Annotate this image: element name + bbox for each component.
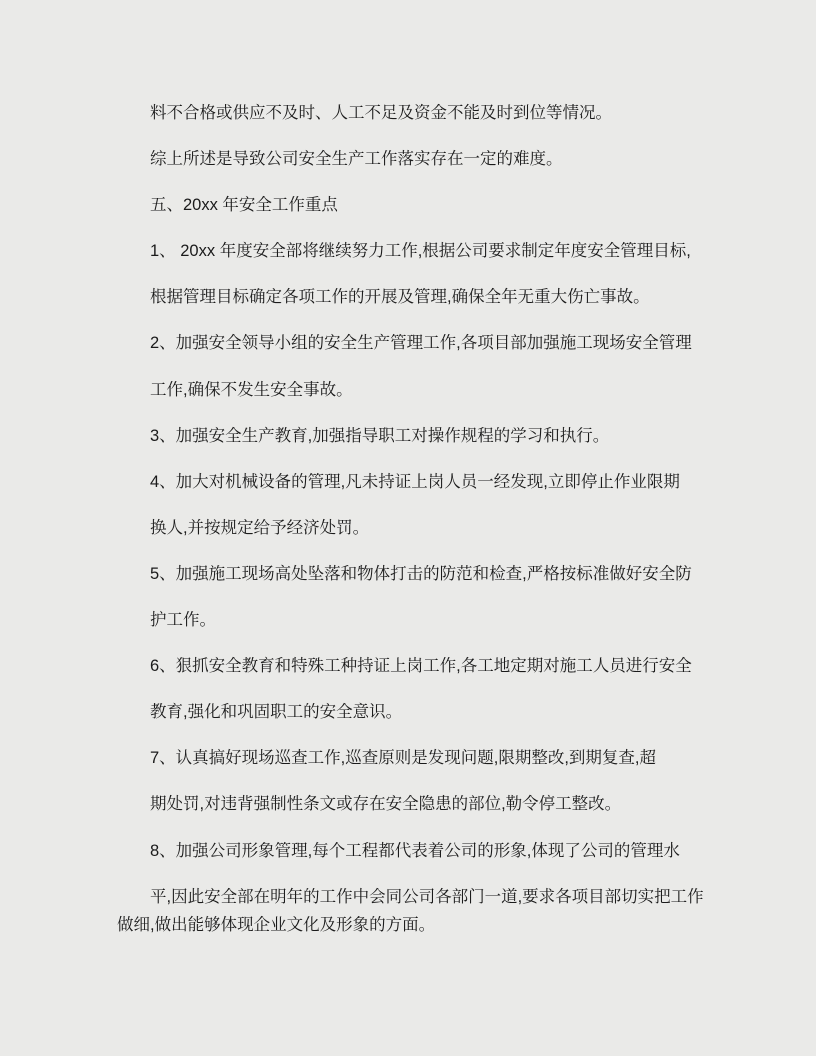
text-line: 工作,确保不发生安全事故。 xyxy=(150,380,353,399)
text-line: 2、加强安全领导小组的安全生产管理工作,各项目部加强施工现场安全管理 xyxy=(150,334,692,353)
text-line: 平,因此安全部在明年的工作中会同公司各部门一道,要求各项目部切实把工作 xyxy=(150,887,704,906)
text-line: 综上所述是导致公司安全生产工作落实存在一定的难度。 xyxy=(150,150,563,169)
text-line: 期处罚,对违背强制性条文或存在安全隐患的部位,勒令停工整改。 xyxy=(150,795,622,814)
text-line: 5、加强施工现场高处坠落和物体打击的防范和检查,严格按标准做好安全防 xyxy=(150,564,692,583)
text-line: 料不合格或供应不及时、人工不足及资金不能及时到位等情况。 xyxy=(150,104,612,122)
text-line: 8、加强公司形象管理,每个工程都代表着公司的形象,体现了公司的管理水 xyxy=(150,841,680,860)
document-text-block xyxy=(117,90,757,948)
section-heading: 五、20xx 年安全工作重点 xyxy=(150,196,338,215)
text-line: 根据管理目标确定各项工作的开展及管理,确保全年无重大伤亡事故。 xyxy=(150,288,650,307)
text-line: 教育,强化和巩固职工的安全意识。 xyxy=(150,703,403,722)
text-line: 3、加强安全生产教育,加强指导职工对操作规程的学习和执行。 xyxy=(150,426,610,445)
text-line: 换人,并按规定给予经济处罚。 xyxy=(150,518,370,537)
text-line: 7、认真搞好现场巡查工作,巡查原则是发现问题,限期整改,到期复查,超 xyxy=(150,749,657,768)
text-line: 1、 20xx 年度安全部将继续努力工作,根据公司要求制定年度安全管理目标, xyxy=(150,242,691,261)
text-line: 护工作。 xyxy=(150,611,216,630)
text-line: 4、加大对机械设备的管理,凡未持证上岗人员一经发现,立即停止作业限期 xyxy=(150,472,680,491)
text-line: 做细,做出能够体现企业文化及形象的方面。 xyxy=(117,915,436,934)
text-line: 6、狠抓安全教育和特殊工种持证上岗工作,各工地定期对施工人员进行安全 xyxy=(150,657,692,676)
